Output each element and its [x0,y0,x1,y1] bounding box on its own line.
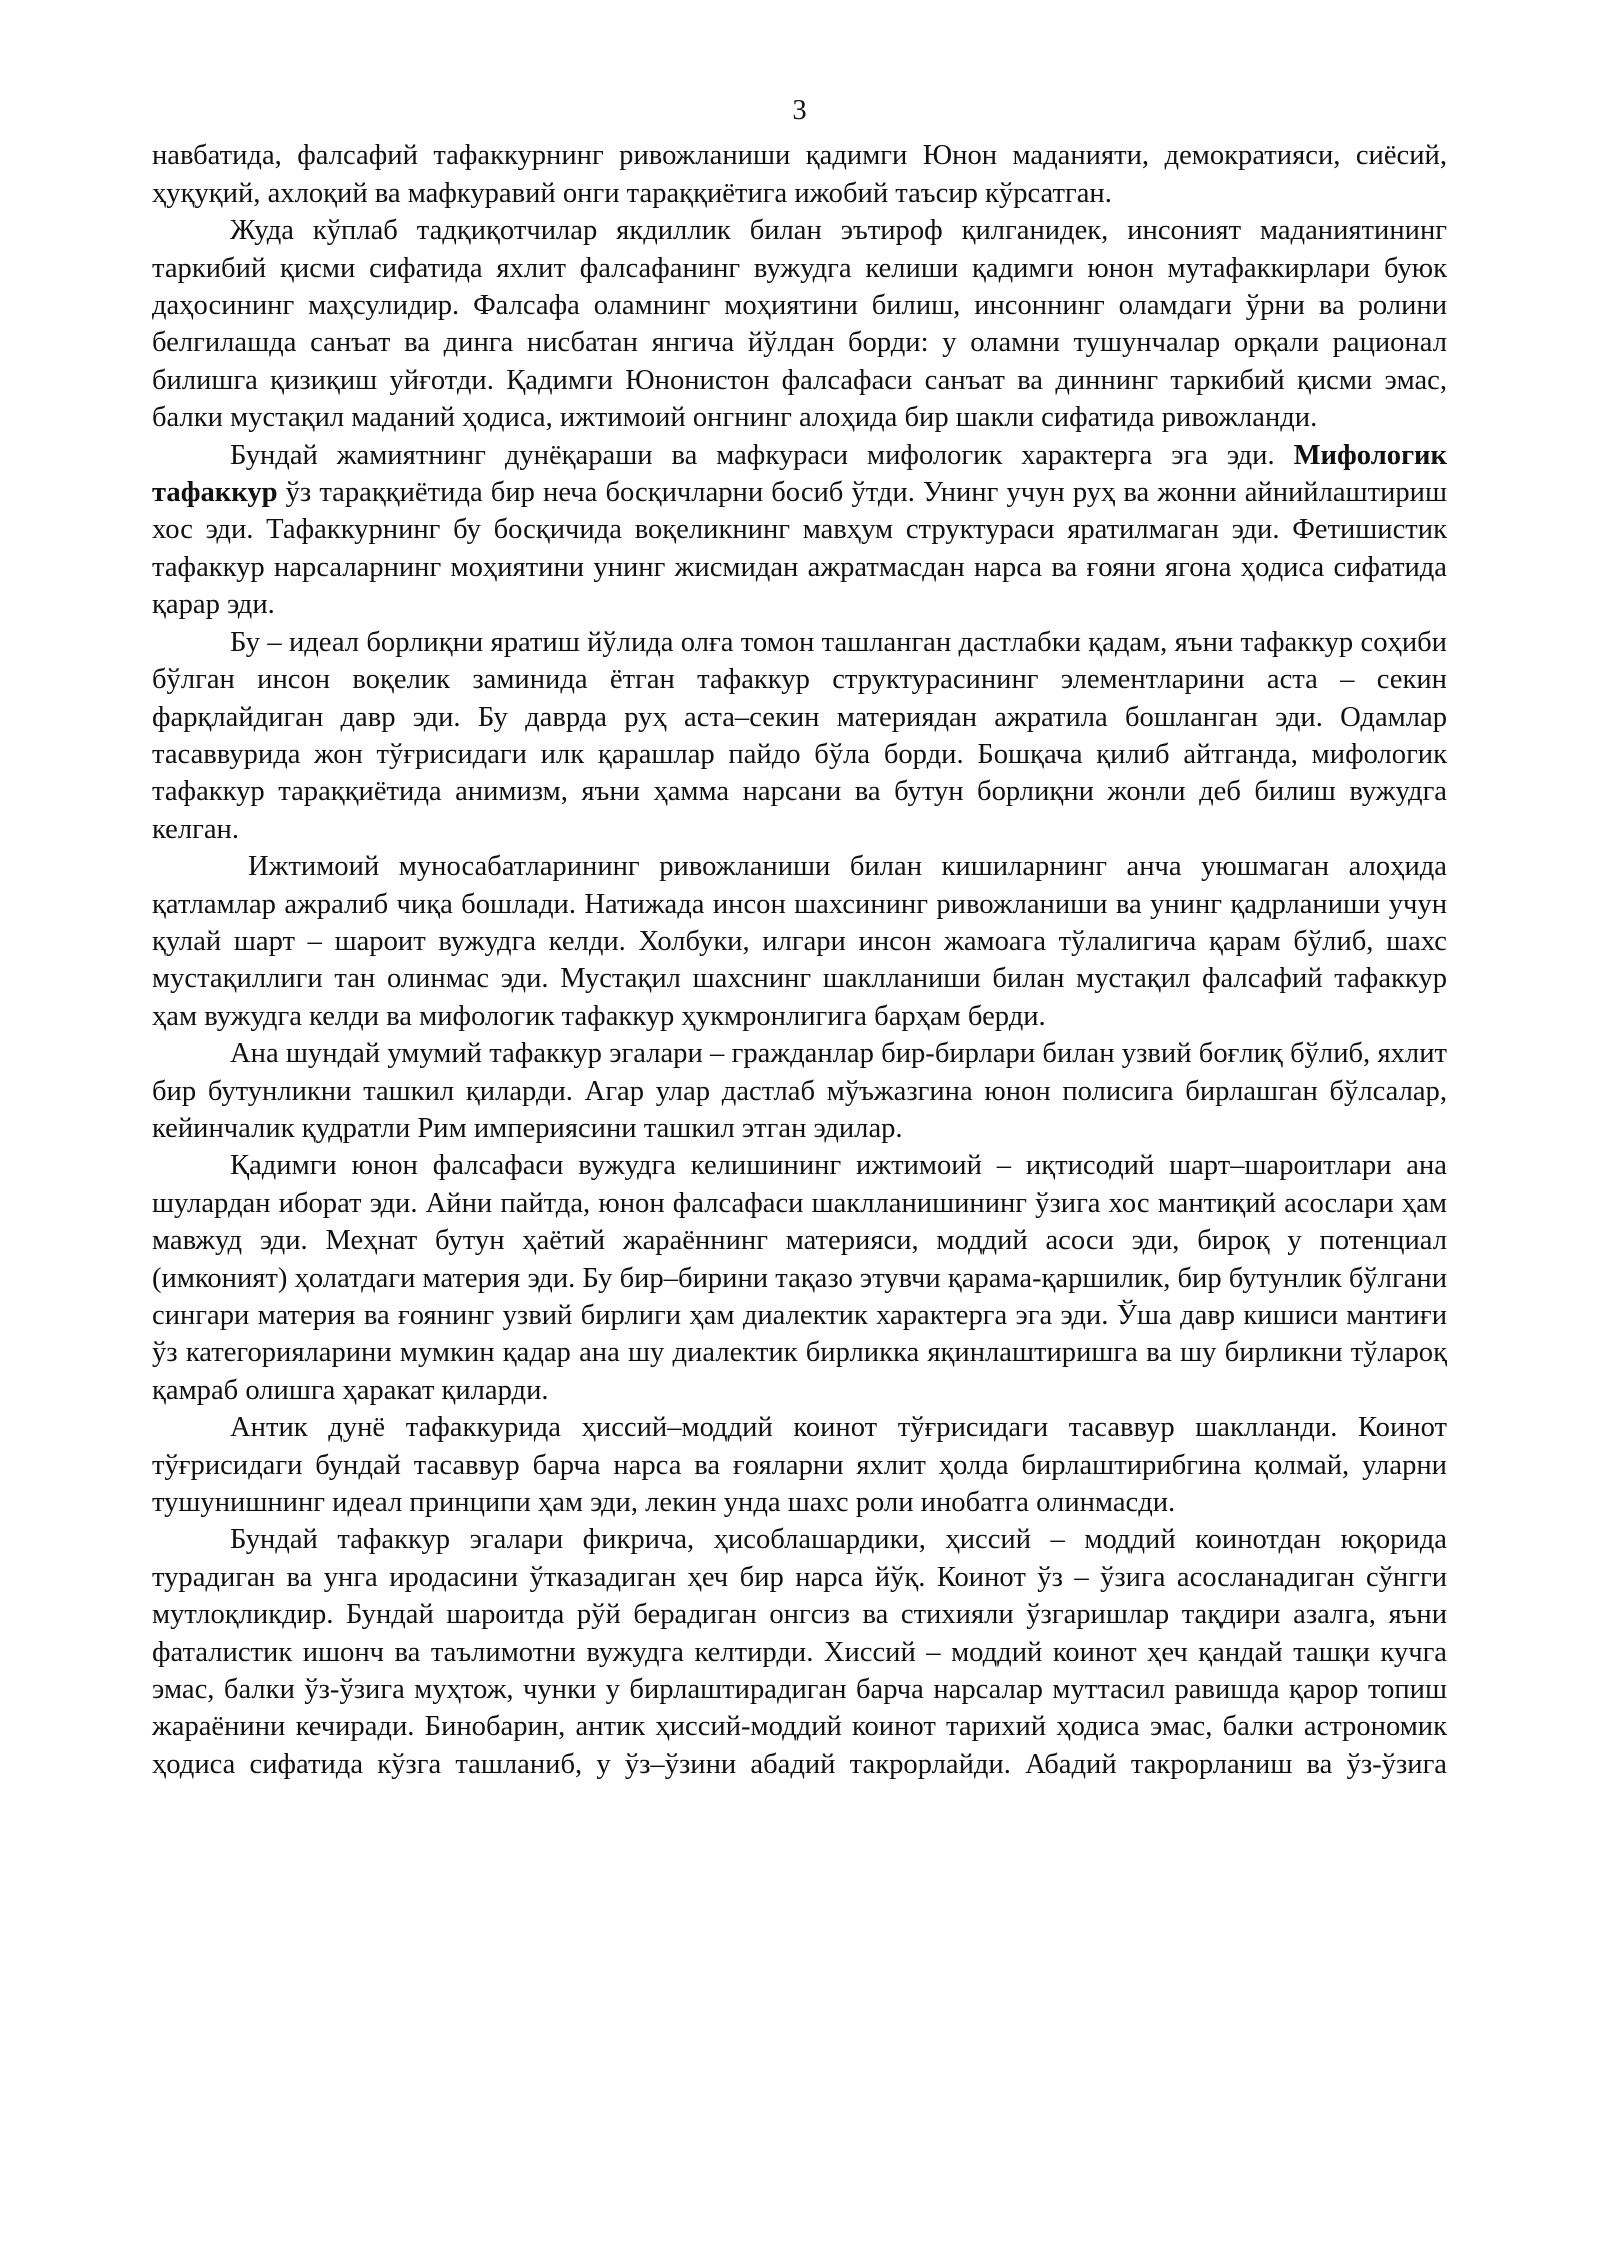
mythological-thinking-term: Мифологик тафаккур [152,439,1448,509]
paragraph-4: Бу – идеал борлиқни яратиш йўлида олға томон ташланган дастлабки қадам, яъни тафаккур соҳиби бўлган инсон воқелик заминида ётган тафаккур структурасининг элементларини аста – секин фарқлайдиган давр эди. Бу даврда руҳ аста–секин материядан ажратила бошланган эди. Одамлар тасаввурида жон тўғрисидаги илк қарашлар пайдо бўла борди. Бошқача қилиб айтганда, мифологик тафаккур тараққиётида анимизм, яъни ҳамма нарсани ва бутун борлиқни жонли деб билиш вужудга келган. [152,626,1447,845]
paragraph-7: Қадимги юнон фалсафаси вужудга келишининг ижтимоий – иқтисодий шарт–шароитлари ана шулардан иборат эди. Айни пайтда, юнон фалсафаси шаклланишининг ўзига хос мантиқий асослари ҳам мавжуд эди. Меҳнат бутун ҳаётий жараённинг материяси, моддий асоси эди, бироқ у потенциал (имконият) ҳолатдаги материя эди. Бу бир–бирини тақазо этувчи қарама-қаршилик, бир бутунлик бўлгани сингари материя ва ғоянинг узвий бирлиги ҳам диалектик характерга эга эди. Ўша давр кишиси мантиғи ўз категорияларини мумкин қадар ана шу диалектик бирликка яқинлаштиришга ва шу бирликни тўлароқ қамраб олишга ҳаракат қиларди. [152,1150,1448,1406]
paragraph-2: Жуда кўплаб тадқиқотчилар якдиллик билан эътироф қилганидек, инсоният маданиятининг таркибий қисми сифатида яхлит фалсафанинг вужудга келиши қадимги юнон мутафаккирлари буюк даҳосининг маҳсулидир. Фалсафа оламнинг моҳиятини билиш, инсоннинг оламдаги ўрни ва ролини белгилашда санъат ва динга нисбатан янгича йўлдан борди: у оламни тушунчалар орқали рационал билишга қизиқиш уйғотди. Қадимги Юнонистон фалсафаси санъат ва диннинг таркибий қисми эмас, балки мустақил маданий ҳодиса, ижтимоий онгнинг алоҳида бир шакли сифатида ривожланди. [152,215,1447,434]
paragraph-3 [152,437,1447,624]
paragraph-5: Ижтимоий муносабатларининг ривожланиши билан кишиларнинг анча уюшмаган алоҳида қатламлар ажралиб чиқа бошлади. Натижада инсон шахсининг ривожланиши ва унинг қадрланиши учун қулай шарт – шароит вужудга келди. Холбуки, илгари инсон жамоага тўлалигича қарам бўлиб, шахс мустақиллиги тан олинмас эди. Мустақил шахснинг шаклланиши билан мустақил фалсафий тафаккур ҳам вужудга келди ва мифологик тафаккур ҳукмронлигига барҳам берди. [152,851,1447,1032]
paragraph-9: Бундай тафаккур эгалари фикрича, ҳисоблашардики, ҳиссий – моддий коинотдан юқорида турадиган ва унга иродасини ўтказадиган ҳеч бир нарса йўқ. Коинот ўз – ўзига асосланадиган сўнгги мутлоқликдир. Бундай шароитда рўй берадиган онгсиз ва стихияли ўзгаришлар тақдири азалга, яъни фаталистик ишонч ва таълимотни вужудга келтирди. Хиссий – моддий коинот ҳеч қандай ташқи кучга эмас, балки ўз-ўзига муҳтож, чунки у бирлаштирадиган барча нарсалар муттасил равишда қарор топиш жараёнини кечиради. Бинобарин, антик ҳиссий-моддий коинот тарихий ҳодиса эмас, балки астрономик ҳодиса сифатида кўзга ташланиб, у ўз–ўзини абадий такрорлайди. Абадий такрорланиш ва ўз-ўзига [152,1524,1447,1780]
paragraph-3-opening-text: Бундай жамиятнинг дунёқараши ва мафкураси мифологик характерга эга эди. [230,439,1275,471]
paragraph-3-continuation-text: ўз тараққиётида бир неча босқичларни босиб ўтди. Унинг учун руҳ ва жонни айнийлаштириш хос эди. Тафаккурнинг бу босқичида воқеликнинг мавҳум структураси яратилмаган эди. Фетишистик тафаккур нарсаларнинг моҳиятини унинг жисмидан ажратмасдан нарса ва ғояни ягона ҳодиса сифатида қарар эди. [152,477,1447,621]
document-page [152,92,1447,1783]
paragraph-6: Ана шундай умумий тафаккур эгалари – гражданлар бир-бирлари билан узвий боғлиқ бўлиб, яхлит бир бутунликни ташкил қиларди. Агар улар дастлаб мўъжазгина юнон полисига бирлашган бўлсалар, кейинчалик қудратли Рим империясини ташкил этган эдилар. [152,1038,1447,1144]
paragraph-1: навбатида, фалсафий тафаккурнинг ривожланиши қадимги Юнон маданияти, демократияси, сиёсий, ҳуқуқий, ахлоқий ва мафкуравий онги тараққиётига ижобий таъсир кўрсатган. [152,140,1447,209]
page-number: 3 [792,95,807,126]
paragraph-8: Антик дунё тафаккурида ҳиссий–моддий коинот тўғрисидаги тасаввур шаклланди. Коинот тўғрисидаги бундай тасаввур барча нарса ва ғояларни яхлит ҳолда бирлаштирибгина қолмай, уларни тушунишнинг идеал принципи ҳам эди, лекин унда шахс роли инобатга олинмасди. [152,1412,1447,1519]
